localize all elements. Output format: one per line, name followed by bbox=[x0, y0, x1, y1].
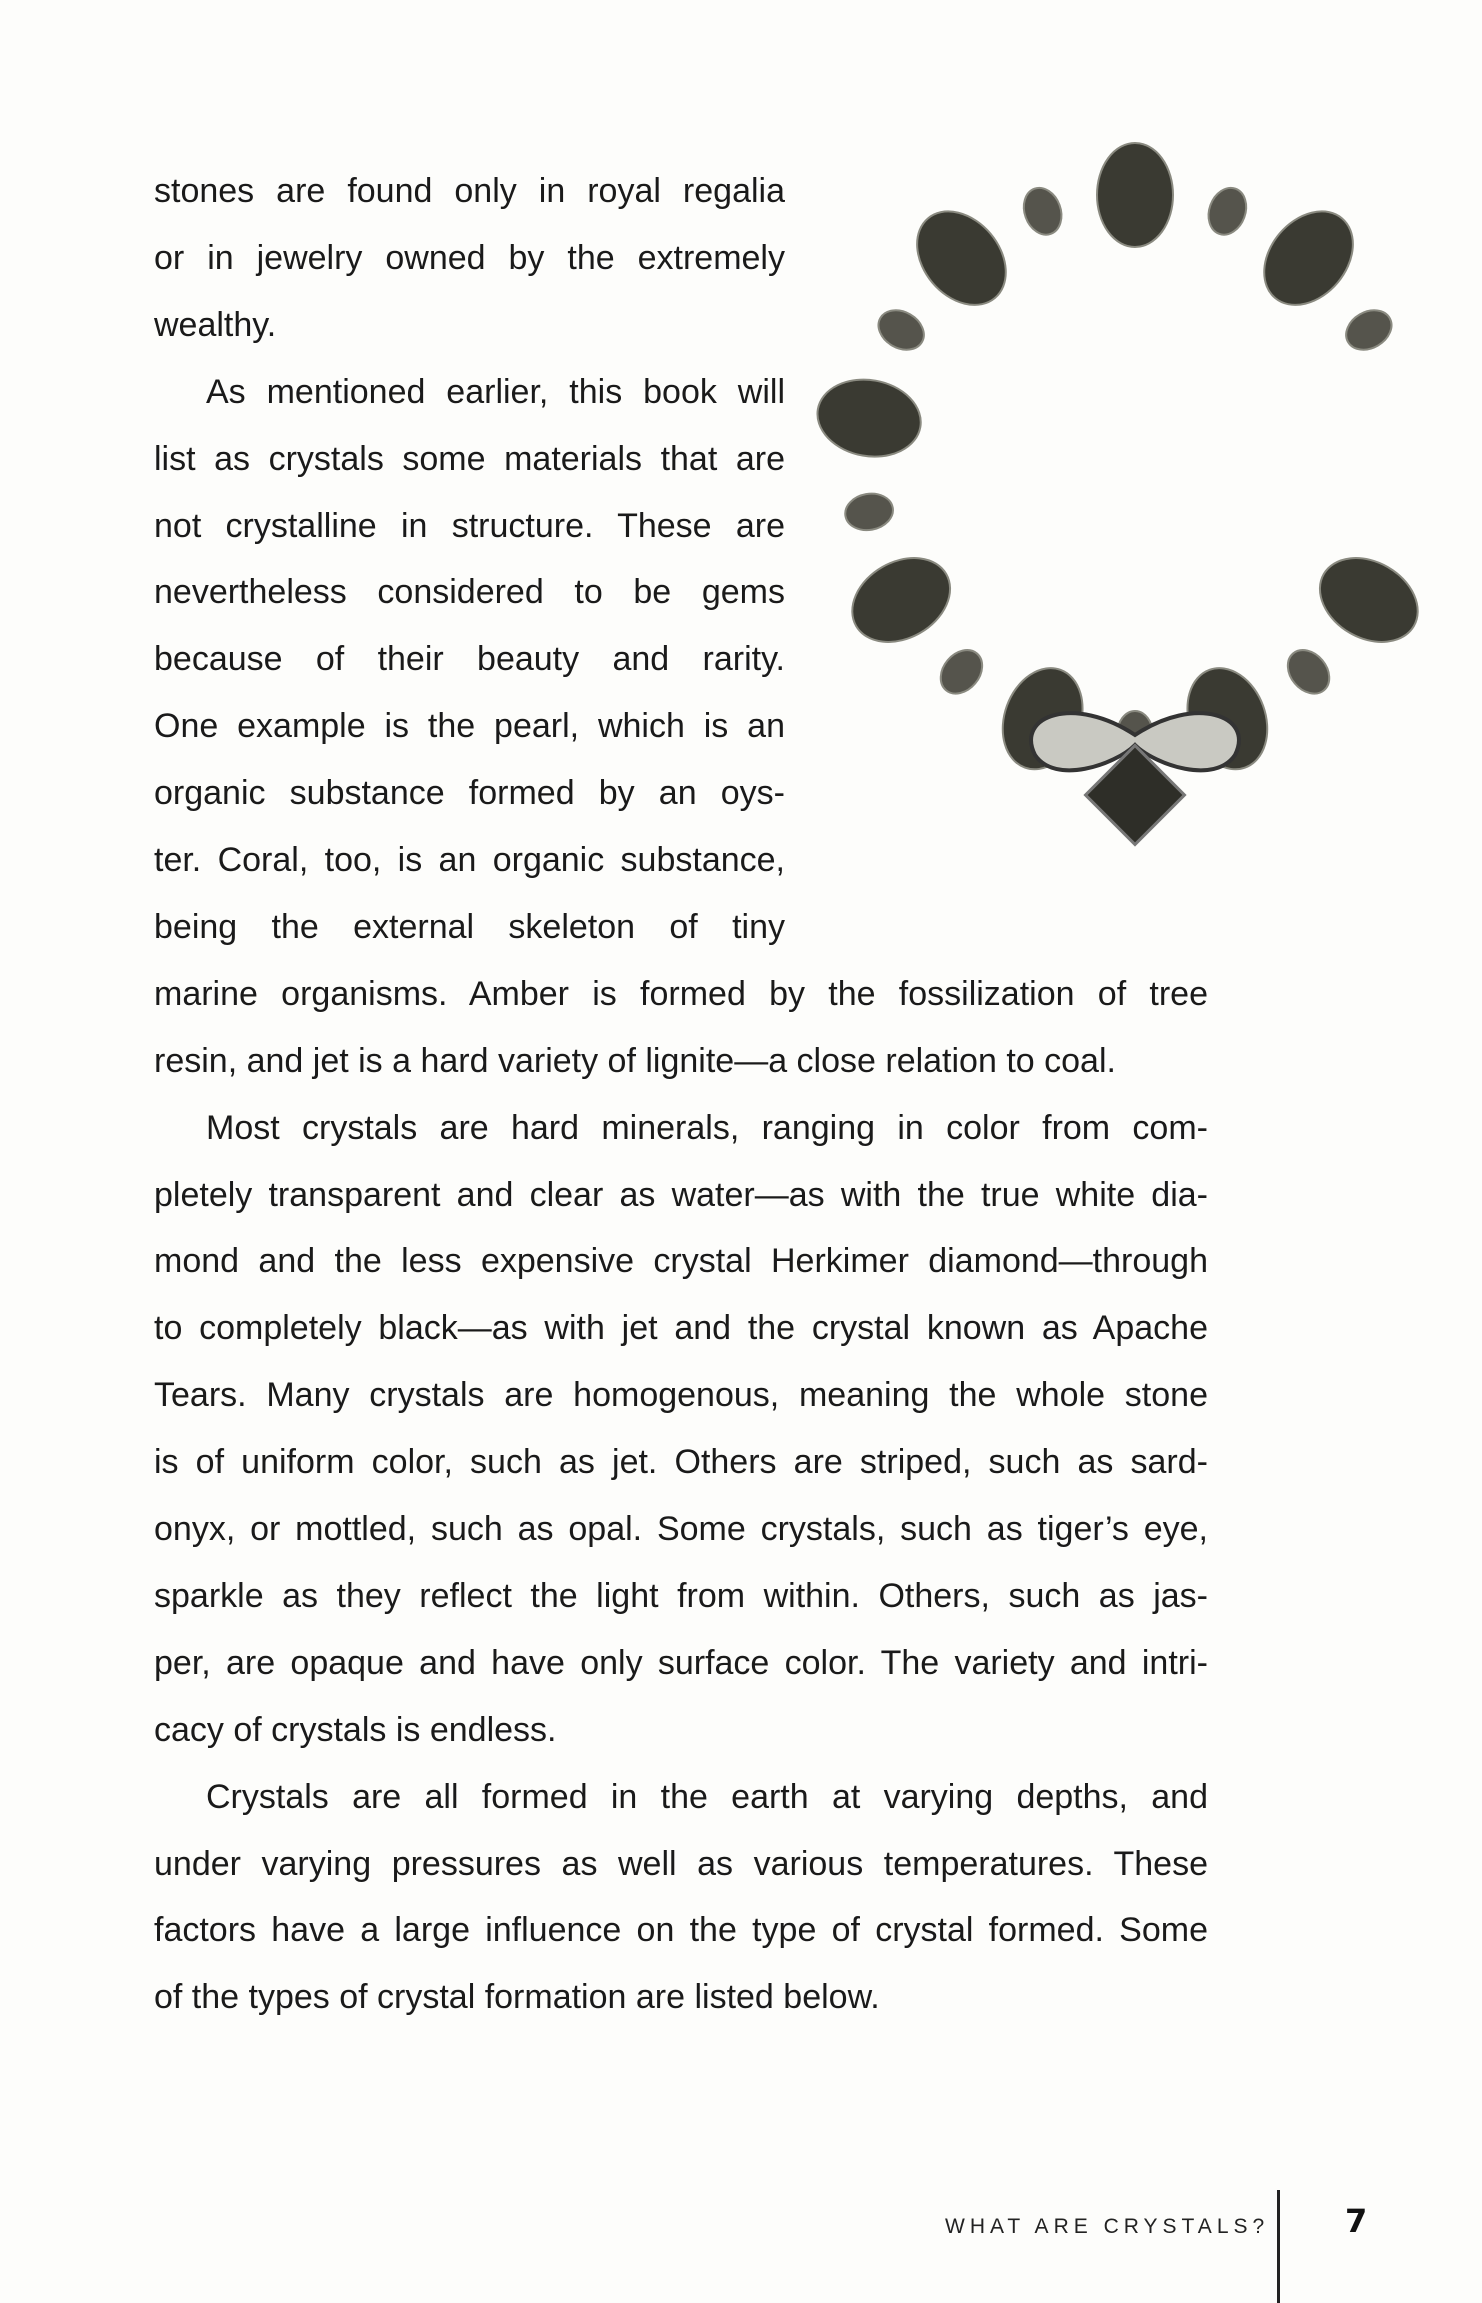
text-line: nevertheless considered to be gems bbox=[154, 573, 785, 612]
text-line: cacy of crystals is endless. bbox=[154, 1710, 557, 1749]
text-line: One example is the pearl, which is an bbox=[154, 707, 785, 746]
bead bbox=[1097, 143, 1173, 247]
text-line: Tears. Many crystals are homogenous, meaning the whole stone bbox=[154, 1376, 1208, 1415]
text-line: Most crystals are hard minerals, ranging in color from com- bbox=[206, 1108, 1208, 1147]
text-line: stones are found only in royal regalia bbox=[154, 172, 785, 210]
running-header-section-title: WHAT ARE CRYSTALS? bbox=[945, 2215, 1270, 2238]
text-line: list as crystals some materials that are bbox=[154, 439, 785, 478]
text-line: factors have a large influence on the type of crystal formed. Some bbox=[154, 1911, 1208, 1950]
text-line: ter. Coral, too, is an organic substance, bbox=[154, 841, 785, 879]
bead bbox=[1246, 194, 1371, 323]
footer-divider bbox=[1277, 2190, 1280, 2303]
text-line: is of uniform color, such as jet. Others are striped, such as sard- bbox=[154, 1443, 1208, 1482]
necklace-photo bbox=[815, 135, 1455, 895]
text-line: mond and the less expensive crystal Herkimer diamond—through bbox=[154, 1242, 1208, 1281]
text-line: marine organisms. Amber is formed by the fossilization of tree bbox=[154, 974, 1208, 1013]
text-line: to completely black—as with jet and the crystal known as Apache bbox=[154, 1309, 1208, 1348]
bead bbox=[1279, 642, 1337, 702]
bead bbox=[842, 490, 896, 534]
text-line: resin, and jet is a hard variety of lignite—a close relation to coal. bbox=[154, 1041, 1116, 1080]
bead bbox=[1305, 541, 1433, 659]
bead bbox=[815, 372, 927, 465]
text-line: of the types of crystal formation are listed below. bbox=[154, 1978, 880, 2017]
bead bbox=[932, 642, 990, 702]
bead bbox=[1018, 183, 1068, 240]
text-line: wealthy. bbox=[154, 305, 277, 344]
text-line: onyx, or mottled, such as opal. Some crystals, such as tiger’s eye, bbox=[154, 1510, 1208, 1548]
page-number: 7 bbox=[1345, 2202, 1368, 2240]
text-line: sparkle as they reflect the light from within. Others, such as jas- bbox=[154, 1576, 1208, 1615]
text-line: pletely transparent and clear as water—as with the true white dia- bbox=[154, 1175, 1208, 1214]
text-line: under varying pressures as well as various temperatures. These bbox=[154, 1844, 1208, 1883]
text-line: organic substance formed by an oys- bbox=[154, 774, 785, 813]
text-line: per, are opaque and have only surface color. The variety and intri- bbox=[154, 1643, 1208, 1682]
text-line: because of their beauty and rarity. bbox=[154, 640, 785, 679]
text-line: As mentioned earlier, this book will bbox=[206, 372, 785, 411]
bead bbox=[1339, 302, 1399, 357]
text-line: not crystalline in structure. These are bbox=[154, 506, 785, 545]
bead bbox=[899, 194, 1024, 323]
bead bbox=[837, 541, 965, 659]
text-line: Crystals are all formed in the earth at varying depths, and bbox=[206, 1777, 1208, 1816]
bead bbox=[1202, 183, 1252, 240]
text-line: being the external skeleton of tiny bbox=[154, 907, 785, 946]
text-line: or in jewelry owned by the extremely bbox=[154, 238, 785, 277]
bead bbox=[871, 302, 931, 357]
